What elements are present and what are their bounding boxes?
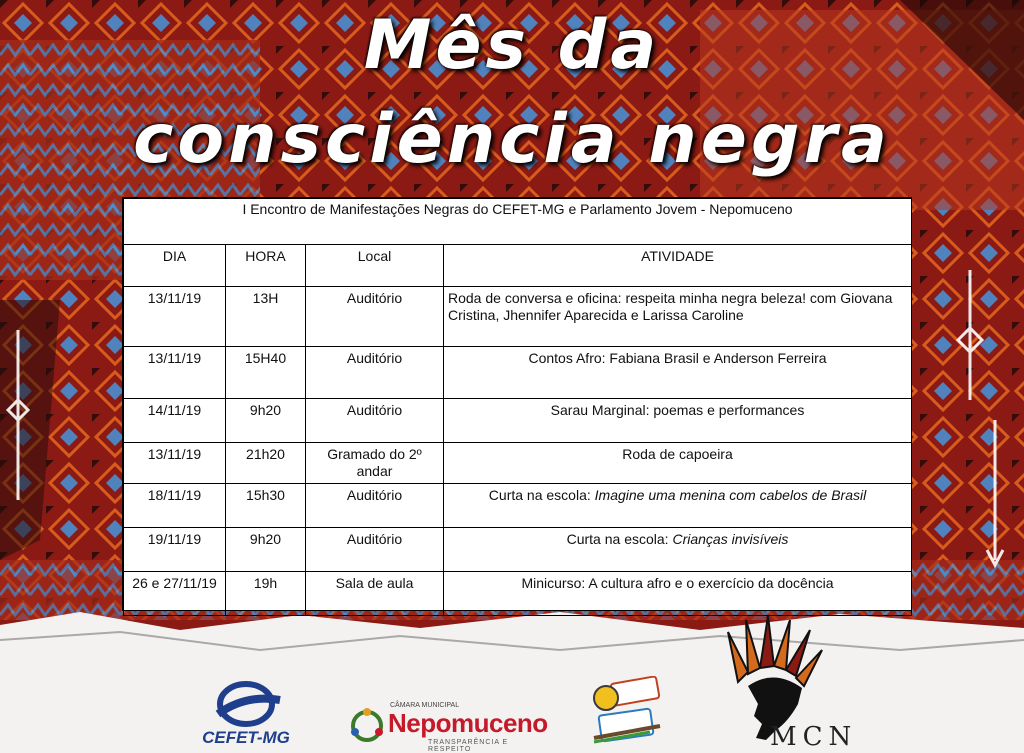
cell-dia: 13/11/19	[124, 287, 226, 347]
cell-dia: 18/11/19	[124, 484, 226, 528]
cell-atividade	[444, 484, 912, 528]
cell-local: Auditório	[306, 484, 444, 528]
film-title: Imagine uma menina com cabelos de Brasil	[594, 487, 867, 503]
title-line-1: Mês da	[363, 6, 661, 85]
camara-name-label: Nepomuceno	[388, 708, 548, 738]
title-line-2: consciência negra	[133, 100, 891, 179]
cell-local: Auditório	[306, 399, 444, 443]
cell-dia: 19/11/19	[124, 528, 226, 572]
table-row	[124, 287, 912, 347]
cell-dia: 14/11/19	[124, 399, 226, 443]
table-row	[124, 399, 912, 443]
cell-local: Sala de aula	[306, 572, 444, 616]
cell-local: Auditório	[306, 528, 444, 572]
schedule-caption: I Encontro de Manifestações Negras do CEFET-MG e Parlamento Jovem - Nepomuceno	[124, 199, 912, 245]
cell-atividade: Roda de conversa e oficina: respeita minha negra beleza! com Giovana Cristina, Jhennifer Aparecida e Larissa Caroline	[444, 287, 912, 347]
cell-dia: 26 e 27/11/19	[124, 572, 226, 616]
cell-hora: 9h20	[226, 399, 306, 443]
cell-hora: 9h20	[226, 528, 306, 572]
table-row	[124, 572, 912, 616]
camara-slogan-label: TRANSPARÊNCIA E RESPEITO	[428, 739, 509, 753]
atividade-text: Curta na escola:	[488, 487, 595, 503]
atividade-text: Curta na escola:	[566, 531, 673, 547]
cell-hora: 15h30	[226, 484, 306, 528]
cell-atividade	[444, 528, 912, 572]
cell-hora: 15H40	[226, 347, 306, 399]
cell-atividade: Contos Afro: Fabiana Brasil e Anderson Ferreira	[444, 347, 912, 399]
cefet-label: CEFET-MG	[202, 728, 290, 747]
cell-local: Gramado do 2º andar	[306, 443, 444, 484]
cefet-logo	[200, 680, 292, 750]
cell-local: Auditório	[306, 347, 444, 399]
cell-dia: 13/11/19	[124, 347, 226, 399]
cefet-swoosh-icon	[200, 680, 292, 730]
cell-dia: 13/11/19	[124, 443, 226, 484]
camara-municipal-logo	[348, 702, 548, 753]
cell-hora: 21h20	[226, 443, 306, 484]
mcn-label: MCN	[770, 722, 858, 752]
header-atividade: ATIVIDADE	[444, 245, 912, 287]
parlamento-jovem-logo	[590, 676, 664, 748]
header-local: Local	[306, 245, 444, 287]
cell-atividade: Minicurso: A cultura afro e o exercício da docência	[444, 572, 912, 616]
table-header-row	[124, 245, 912, 287]
table-row	[124, 347, 912, 399]
header-hora: HORA	[226, 245, 306, 287]
table-row	[124, 528, 912, 572]
table-row	[124, 443, 912, 484]
cell-local: Auditório	[306, 287, 444, 347]
cell-hora: 13H	[226, 287, 306, 347]
table-row	[124, 484, 912, 528]
camara-emblem-icon	[348, 706, 386, 746]
header-dia: DIA	[124, 245, 226, 287]
cell-atividade: Roda de capoeira	[444, 443, 912, 484]
film-title: Crianças invisíveis	[672, 531, 789, 547]
schedule-table	[122, 197, 912, 611]
camara-small-label: CÂMARA MUNICIPAL	[390, 702, 460, 709]
cell-atividade: Sarau Marginal: poemas e performances	[444, 399, 912, 443]
cell-hora: 19h	[226, 572, 306, 616]
